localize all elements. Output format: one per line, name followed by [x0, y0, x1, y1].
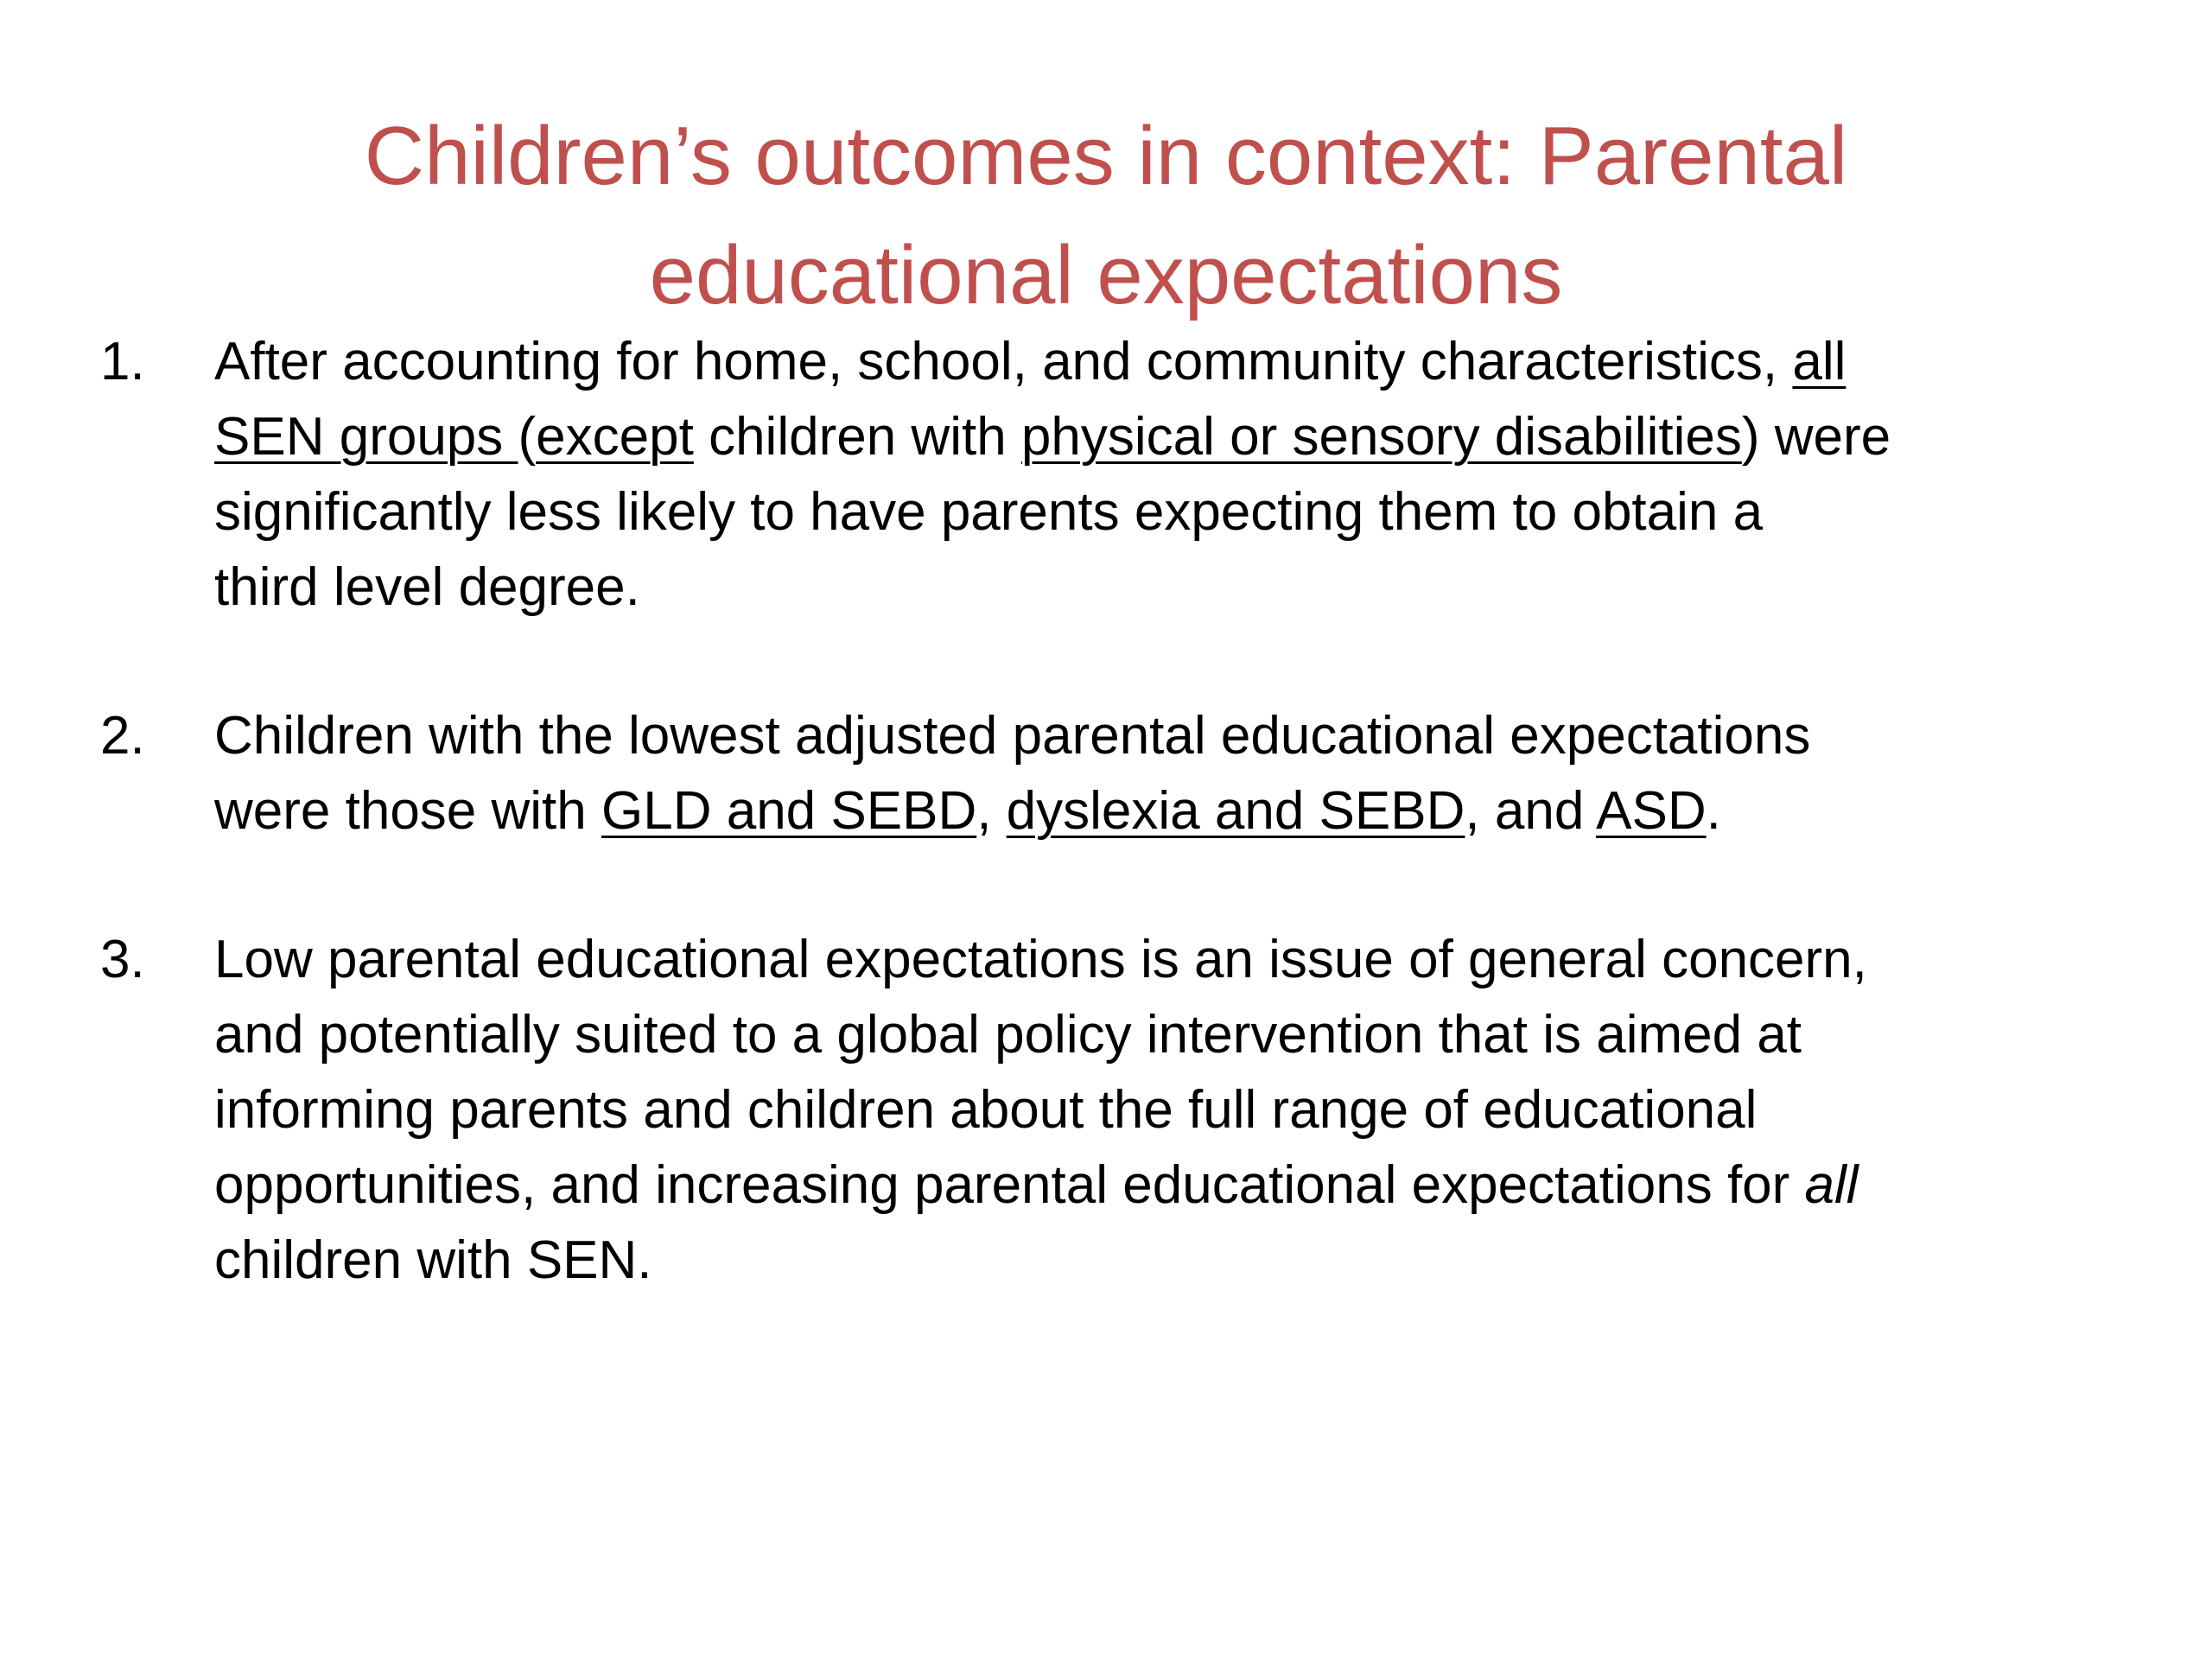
item-2-text: , and [1465, 781, 1597, 841]
list-item-2 [100, 698, 2036, 849]
item-1-text: children with [693, 407, 1021, 467]
item-1-underlined-sen-groups: SEN groups [214, 407, 518, 467]
item-2-underlined-gld-sebd: GLD and SEBD [601, 781, 977, 841]
slide-title [138, 97, 2074, 335]
numbered-list [100, 324, 2036, 1298]
item-3-line-4 [214, 1147, 2036, 1223]
item-3-text: opportunities, and increasing parental educational expectations for [214, 1155, 1805, 1215]
list-item-3 [100, 922, 2036, 1298]
item-2-line-2 [214, 773, 2036, 849]
item-1-line-4: third level degree. [214, 557, 640, 617]
item-3-line-5: children with SEN. [214, 1230, 652, 1290]
list-number-2: 2. [100, 706, 145, 766]
item-2-underlined-asd: ASD [1596, 781, 1707, 841]
item-1-underlined-all: all [1792, 332, 1847, 391]
item-1-text: ) were [1741, 407, 1891, 467]
slide-title-line-2: educational expectations [649, 229, 1563, 321]
item-2-text: . [1706, 781, 1721, 841]
list-item-1 [100, 324, 2036, 625]
item-1-line-2 [214, 399, 2036, 474]
item-1-line-1 [214, 324, 2036, 399]
item-1-text: After accounting for home, school, and community characteristics, [214, 332, 1793, 391]
item-3-line-3: informing parents and children about the full range of educational [214, 1080, 1758, 1140]
item-2-underlined-dyslexia-sebd: dyslexia and SEBD [1006, 781, 1465, 841]
list-number-3: 3. [100, 930, 145, 989]
item-2-line-1: Children with the lowest adjusted parental educational expectations [214, 706, 1811, 766]
item-1-line-3: significantly less likely to have parents expecting them to obtain a [214, 482, 1764, 542]
list-number-1: 1. [100, 332, 145, 391]
item-1-text: ( [518, 407, 537, 467]
slide-title-line-1: Children’s outcomes in context: Parental [364, 110, 1848, 202]
item-3-italic-all: all [1804, 1155, 1859, 1215]
item-3-line-1: Low parental educational expectations is an issue of general concern, [214, 930, 1867, 989]
item-3-line-2: and potentially suited to a global policy intervention that is aimed at [214, 1005, 1802, 1065]
item-2-text: were those with [214, 781, 601, 841]
item-1-underlined-disabilities: physical or sensory disabilities [1020, 407, 1742, 467]
item-1-underlined-except: except [536, 407, 694, 467]
item-2-text: , [976, 781, 1007, 841]
